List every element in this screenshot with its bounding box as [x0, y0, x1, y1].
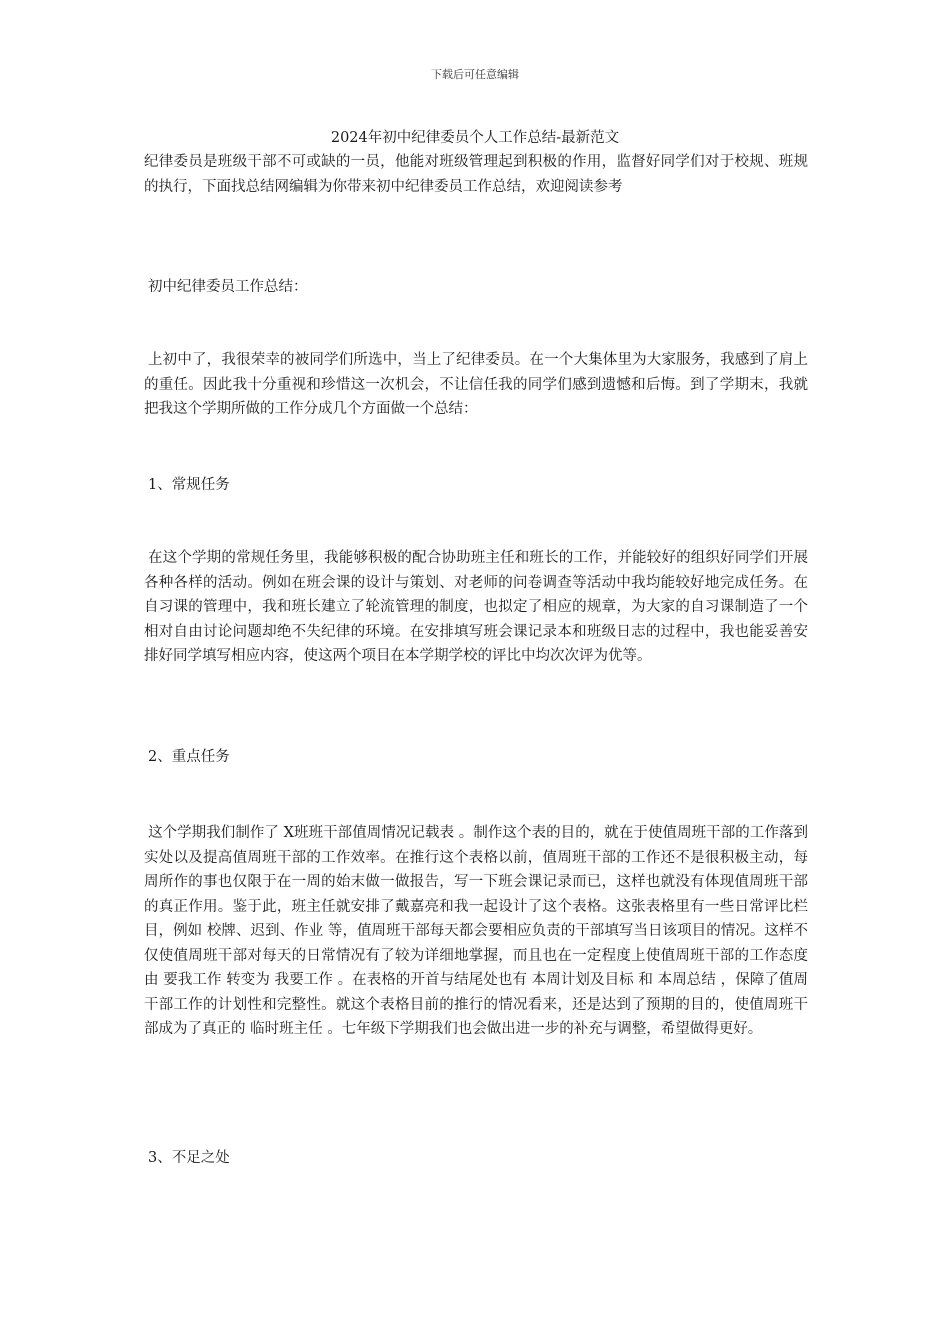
intro-paragraph: 纪律委员是班级干部不可或缺的一员，他能对班级管理起到积极的作用，监督好同学们对于校规、班规的执行，下面找总结网编辑为你带来初中纪律委员工作总结，欢迎阅读参考: [144, 154, 808, 195]
opening-paragraph: 上初中了，我很荣幸的被同学们所选中，当上了纪律委员。在一个大集体里为大家服务，我感到了肩上的重任。因此我十分重视和珍惜这一次机会，不让信任我的同学们感到遗憾和后悔。到了学期末，我就把我这个学期所做的工作分成几个方面做一个总结：: [144, 352, 808, 417]
document-title: 2024年初中纪律委员个人工作总结-最新范文: [330, 130, 620, 146]
section1-heading: 1、常规任务: [148, 477, 230, 493]
section1-paragraph: 在这个学期的常规任务里，我能够积极的配合协助班主任和班长的工作，并能较好的组织好同学们开展各种各样的活动。例如在班会课的设计与策划、对老师的问卷调查等活动中我均能较好地完成任务。在自习课的管理中，我和班长建立了轮流管理的制度，也拟定了相应的规章，为大家的自习课制造了一个相对自由讨论问题却绝不失纪律的环境。在安排填写班会课记录本和班级日志的过程中，我也能妥善安排好同学填写相应内容，使这两个项目在本学期学校的评比中均次次评为优等。: [144, 550, 808, 664]
header-note: 下载后可任意编辑: [431, 68, 519, 81]
subtitle-heading: 初中纪律委员工作总结：: [148, 279, 308, 295]
section3-heading: 3、不足之处: [148, 1150, 230, 1166]
section2-heading: 2、重点任务: [148, 749, 230, 765]
section2-paragraph: 这个学期我们制作了 X班班干部值周情况记载表 。制作这个表的目的，就在于使值周班干部的工作落到实处以及提高值周班干部的工作效率。在推行这个表格以前，值周班干部的工作还不是很积极主动，每周所作的事也仅限于在一周的始末做一做报告，写一下班会课记录而已，这样也就没有体现值周班干部的真正作用。鉴于此，班主任就安排了戴嘉亮和我一起设计了这个表格。这张表格里有一些日常评比栏目，例如 校牌、迟到、作业 等，值周班干部每天都会要相应负责的干部填写当日该项目的情况。这样不仅使值周班干部对每天的日常情况有了较为详细地掌握，而且也在一定程度上使值周班干部的工作态度由 要我工作 转变为 我要工作 。在表格的开首与结尾处也有 本周计划及目标 和 本周总结 ，保障了值周干部工作的计划性和完整性。就这个表格目前的推行的情况看来，还是达到了预期的目的，使值周班干部成为了真正的 临时班主任 。七年级下学期我们也会做出进一步的补充与调整，希望做得更好。: [144, 825, 808, 1037]
